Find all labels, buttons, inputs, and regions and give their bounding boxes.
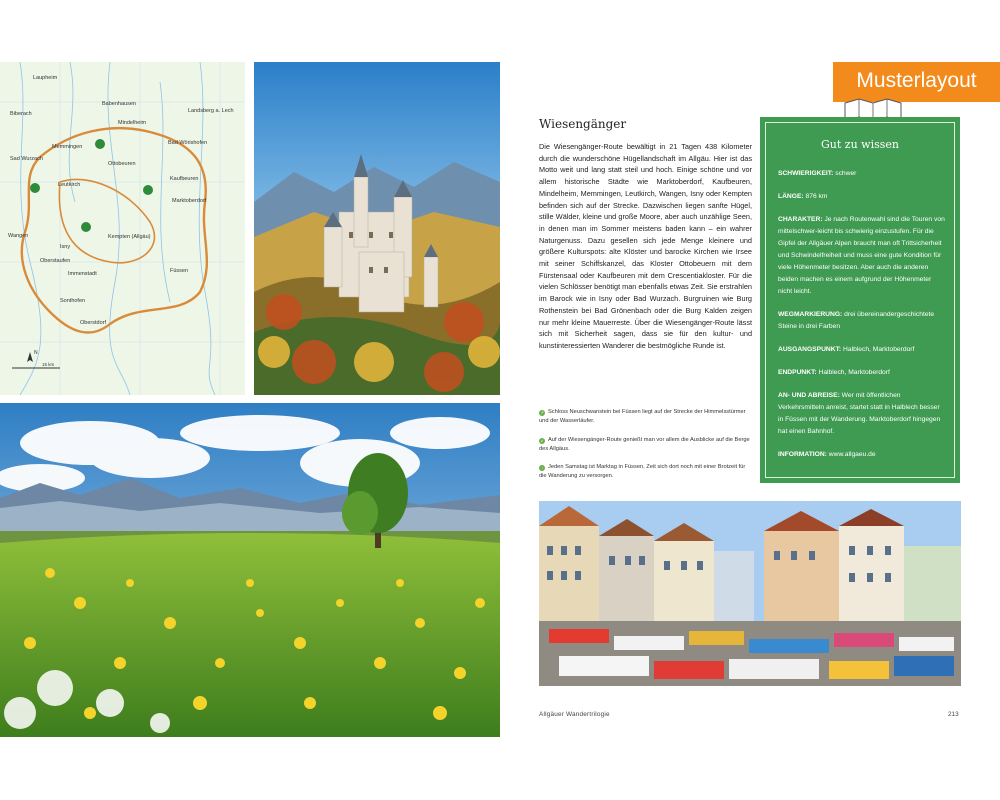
info-key: AUSGANGSPUNKT: bbox=[778, 346, 842, 353]
map-label: Marktoberdorf bbox=[172, 198, 207, 204]
info-row bbox=[778, 449, 946, 461]
info-row bbox=[778, 390, 946, 438]
page-number: 213 bbox=[948, 711, 959, 718]
info-value: Wer mit öffentlichen Verkehrsmitteln anreist, startet statt in Halblech besser in Füssen mit der Wanderung. Marktoberdorf hingegen hat einen Bahnhof. bbox=[778, 392, 941, 435]
caption-market bbox=[539, 463, 752, 481]
info-key: AN- UND ABREISE: bbox=[778, 392, 840, 399]
svg-text:N: N bbox=[34, 350, 38, 356]
info-box-list bbox=[778, 168, 946, 472]
footer-book-title: Allgäuer Wandertrilogie bbox=[539, 711, 610, 718]
info-value: drei übereinandergeschichtete Steine in drei Farben bbox=[778, 311, 935, 330]
map-label: Oberstaufen bbox=[40, 258, 71, 264]
caption-arrow-icon: ↗ bbox=[540, 410, 544, 415]
info-key: INFORMATION: bbox=[778, 451, 827, 458]
map-label: Isny bbox=[60, 244, 71, 250]
market-photo bbox=[539, 501, 961, 686]
info-row bbox=[778, 214, 946, 298]
info-value: www.allgaeu.de bbox=[828, 451, 876, 458]
badge-label: Musterlayout bbox=[856, 69, 977, 92]
article-body: Die Wiesengänger-Route bewältigt in 21 Tagen 438 Kilometer durch die wunderschöne Hügellandschaft im Allgäu. Hier ist das Motto weit und lang statt steil und hoch. Einige schöne und vor allem historische Städte wie Marktoberdorf, Kaufbeuren, Mindelheim, Memmingen, Leutkirch, Wangen, Isny oder Kempten befinden sich auf der Strecke. Dazwischen liegen sanfte Hügel, stille Wälder, kleine und große Moore, aber auch unzählige Seen, in denen man im Sommer meistens baden kann – ein wahrer Naturgenuss. Dazu gesellen sich jede Menge kleinere und größere Kulturspots: alte Klöster und barocke Kirchen wie Irsee mit seiner Schiffskanzel, das Kloster Ottobeuern mit dem Fürstensaal oder Kaufbeuren mit dem Crescentiakloster. Für die vielen Schlösser benötigt man ebenfalls etwas Zeit. Sie erstrahlen im Barock wie in Isny oder Bad Wurzach. Burgruinen wie Burg Rothenstein bei Bad Grönenbach oder die Burg Kalden zeigen nur mehr kleine Mauerreste. Über die Wiesengänger-Route lässt sich mit Sicherheit sagen, dass sie für den kultur- und kunstinteressierten Wanderer die bestmögliche Runde ist. bbox=[539, 142, 752, 350]
caption-text: Auf der Wiesengänger-Route genießt man vor allem die Ausblicke auf die Berge des Allgäus. bbox=[539, 437, 750, 452]
map-label: Mindelheim bbox=[118, 120, 147, 126]
map-label: Babenhausen bbox=[102, 101, 136, 107]
info-value: schwer bbox=[835, 170, 857, 177]
info-row bbox=[778, 168, 946, 180]
info-value: 876 km bbox=[805, 193, 828, 200]
map-label: Landsberg a. Lech bbox=[188, 108, 234, 114]
map-label: Füssen bbox=[170, 268, 189, 274]
map-label: Sonthofen bbox=[60, 298, 86, 304]
north-arrow-icon bbox=[27, 350, 38, 362]
map-label: Ottobeuren bbox=[108, 161, 136, 167]
caption-castle bbox=[539, 408, 752, 426]
map-label: Oberstdorf bbox=[80, 320, 106, 326]
map-label: Kempten (Allgäu) bbox=[108, 234, 151, 240]
svg-text:15 km: 15 km bbox=[42, 362, 55, 367]
map-label: Wangen bbox=[8, 233, 29, 239]
info-value: Halblech, Marktoberdorf bbox=[818, 369, 890, 376]
info-row bbox=[778, 344, 946, 356]
caption-text: Jeden Samstag ist Marktag in Füssen, Zeit sich dort noch mit einer Brotzeit für die Wanderung zu versorgen. bbox=[539, 464, 746, 479]
article-title: Wiesengänger bbox=[539, 117, 627, 131]
info-box bbox=[760, 117, 960, 483]
route-map bbox=[0, 62, 245, 395]
map-label: Leutkirch bbox=[58, 182, 81, 188]
caption-meadow bbox=[539, 436, 752, 454]
info-row bbox=[778, 309, 946, 333]
info-key: LÄNGE: bbox=[778, 193, 804, 200]
info-key: ENDPUNKT: bbox=[778, 369, 817, 376]
info-key: WEGMARKIERUNG: bbox=[778, 311, 843, 318]
caption-arrow-icon: ↓ bbox=[541, 465, 543, 470]
map-label: Bad Wörishofen bbox=[168, 140, 208, 146]
info-box-title: Gut zu wissen bbox=[821, 138, 899, 151]
info-value: Je nach Routenwahl sind die Touren von mittelschwer-leicht bis schwierig einzustufen. Für die Gipfel der Allgäuer Alpen braucht man oft Trittsicherheit und Schwindelfreiheit und muss eine gute Kondition für viele Höhenmeter besitzen. Aber auch die anderen beiden machen es einem aufgrund der Höhenmeter nicht leicht. bbox=[778, 216, 945, 295]
musterlayout-badge bbox=[833, 62, 1000, 102]
map-label: Biberach bbox=[10, 111, 32, 117]
map-label: Kaufbeuren bbox=[170, 176, 199, 182]
castle-photo bbox=[254, 62, 500, 395]
info-row bbox=[778, 367, 946, 379]
map-label: Immenstadt bbox=[68, 271, 97, 277]
info-key: SCHWIERIGKEIT: bbox=[778, 170, 834, 177]
caption-text: Schloss Neuschwanstein bei Füssen liegt auf der Strecke der Himmelsstürmer und der Wasserläufer. bbox=[539, 409, 746, 424]
map-label: Sad Wurzach bbox=[10, 156, 43, 162]
map-label: Memmingen bbox=[52, 144, 83, 150]
info-row bbox=[778, 191, 946, 203]
meadow-photo bbox=[0, 403, 500, 737]
map-label: Laupheim bbox=[33, 75, 58, 81]
caption-arrow-icon: ↙ bbox=[540, 438, 544, 443]
info-key: CHARAKTER: bbox=[778, 216, 823, 223]
info-value: Halblech, Marktoberdorf bbox=[843, 346, 915, 353]
